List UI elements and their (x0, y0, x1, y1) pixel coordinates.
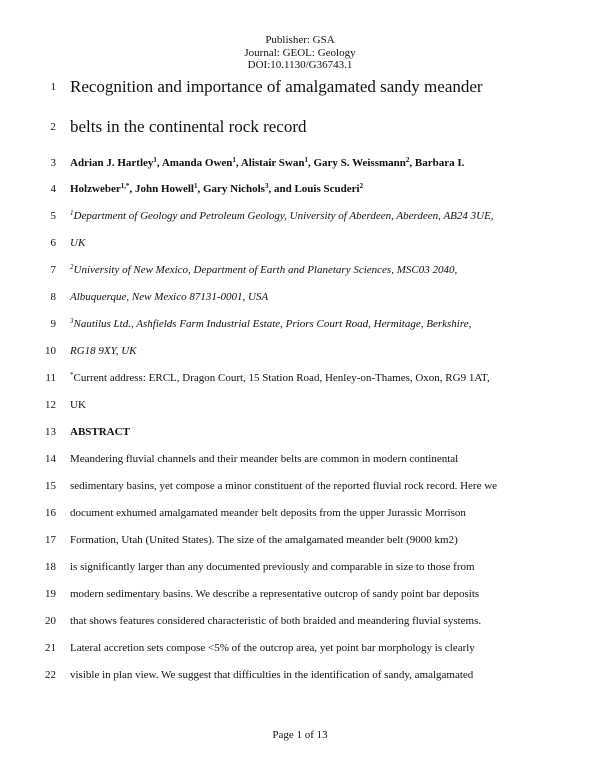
abstract-line: is significantly larger than any documented previously and comparable in size to those from (70, 561, 475, 573)
line-number: 13 (45, 426, 56, 438)
abstract-line: Meandering fluvial channels and their meander belts are common in modern continental (70, 453, 459, 465)
manuscript-line (0, 285, 600, 309)
manuscript-line (0, 393, 600, 417)
abstract-line: visible in plan view. We suggest that difficulties in the identification of sandy, amalgamated (70, 669, 474, 681)
affiliation-text: UK (70, 237, 86, 249)
author-name: , Alistair Swan (235, 157, 305, 169)
affiliation-text: Department of Geology and Petroleum Geology, University of Aberdeen, Aberdeen, AB24 3UE, (73, 210, 494, 222)
author-affil-mark: 2 (405, 156, 410, 164)
line-number: 17 (45, 534, 56, 546)
affil-mark: 3 (70, 317, 74, 325)
line-number: 8 (50, 291, 56, 303)
line-number: 22 (45, 669, 56, 681)
doi-text: DOI:10.1130/G36743.1 (247, 59, 353, 71)
abstract-line: modern sedimentary basins. We describe a representative outcrop of sandy point bar deposits (70, 588, 480, 600)
abstract-heading: ABSTRACT (70, 426, 130, 438)
line-number: 15 (45, 480, 56, 492)
manuscript-line (0, 177, 600, 201)
affiliation-text: University of New Mexico, Department of Earth and Planetary Sciences, MSC03 2040, (73, 264, 458, 276)
manuscript-line (0, 582, 600, 606)
line-number: 2 (50, 121, 56, 133)
manuscript-line (0, 231, 600, 255)
author-line-1 (70, 151, 590, 175)
line-number: 18 (45, 561, 56, 573)
author-name: , John Howell (129, 183, 194, 195)
manuscript-line (0, 474, 600, 498)
line-number: 1 (50, 81, 56, 93)
author-line-2 (70, 177, 590, 201)
title-line-2: belts in the continental rock record (70, 117, 307, 136)
author-name: , Gary Nichols (197, 183, 265, 195)
manuscript-line (0, 636, 600, 660)
abstract-line: Formation, Utah (United States). The size of the amalgamated meander belt (9000 km2) (70, 534, 458, 546)
manuscript-line (0, 75, 600, 99)
line-number: 21 (45, 642, 56, 654)
author-name: , Gary S. Weissmann (307, 157, 406, 169)
current-address (70, 366, 590, 390)
author-affil-mark: 3 (264, 182, 269, 190)
line-number: 3 (50, 157, 56, 169)
current-address-text: Current address: ERCL, Dragon Court, 15 Station Road, Henley-on-Thames, Oxon, RG9 1AT, (73, 372, 490, 384)
line-number: 11 (45, 372, 56, 384)
abstract-line: document exhumed amalgamated meander belt deposits from the upper Jurassic Morrison (70, 507, 466, 519)
manuscript-line (0, 312, 600, 336)
page-header (0, 34, 600, 72)
manuscript-line (0, 339, 600, 363)
line-number: 5 (50, 210, 56, 222)
line-number: 6 (50, 237, 56, 249)
line-number: 9 (50, 318, 56, 330)
manuscript-line (0, 663, 600, 687)
affil-mark: 1 (70, 209, 74, 217)
author-affil-mark: 1 (153, 156, 157, 164)
affiliation-text: Albuquerque, New Mexico 87131-0001, USA (70, 291, 269, 303)
author-name: , and Louis Scuderi (268, 183, 360, 195)
publisher-text: Publisher: GSA (265, 34, 335, 46)
manuscript-line (0, 115, 600, 139)
manuscript-line (0, 447, 600, 471)
author-name: , Barbara I. (409, 157, 465, 169)
author-affil-mark: 1,* (120, 182, 130, 190)
manuscript-line (0, 204, 600, 228)
manuscript-line (0, 366, 600, 390)
line-number: 4 (50, 183, 56, 195)
current-address-mark: * (70, 371, 74, 379)
affiliation-3 (70, 312, 590, 336)
manuscript-line (0, 501, 600, 525)
abstract-line: sedimentary basins, yet compose a minor constituent of the reported fluvial rock record. Here we (70, 480, 498, 492)
line-number: 19 (45, 588, 56, 600)
manuscript-line (0, 420, 600, 444)
journal-text: Journal: GEOL: Geology (244, 46, 356, 59)
author-affil-mark: 1 (304, 156, 308, 164)
author-affil-mark: 1 (232, 156, 236, 164)
author-name: Adrian J. Hartley (70, 157, 154, 169)
current-address-text: UK (70, 399, 86, 411)
author-name: Holzweber (70, 183, 121, 195)
page-footer: Page 1 of 13 (272, 729, 328, 741)
author-name: , Amanda Owen (156, 157, 233, 169)
abstract-line: Lateral accretion sets compose <5% of the outcrop area, yet point bar morphology is clearly (70, 642, 475, 654)
author-affil-mark: 2 (359, 182, 364, 190)
line-number: 14 (45, 453, 56, 465)
manuscript-line (0, 555, 600, 579)
affiliation-text: RG18 9XY, UK (70, 345, 137, 357)
affil-mark: 2 (70, 263, 74, 271)
manuscript-line (0, 151, 600, 175)
manuscript-line (0, 528, 600, 552)
line-number: 20 (45, 615, 56, 627)
manuscript-line (0, 609, 600, 633)
affiliation-text: Nautilus Ltd., Ashfields Farm Industrial Estate, Priors Court Road, Hermitage, Berkshire, (73, 318, 472, 330)
line-number: 16 (45, 507, 56, 519)
author-affil-mark: 1 (193, 182, 198, 190)
line-number: 10 (45, 345, 56, 357)
affiliation-2 (70, 258, 590, 282)
line-number: 12 (45, 399, 56, 411)
manuscript-line (0, 258, 600, 282)
title-line-1: Recognition and importance of amalgamated sandy meander (70, 77, 483, 96)
abstract-line: that shows features considered characteristic of both braided and meandering fluvial systems. (70, 615, 482, 627)
line-number: 7 (50, 264, 56, 276)
affiliation-1 (70, 204, 590, 228)
